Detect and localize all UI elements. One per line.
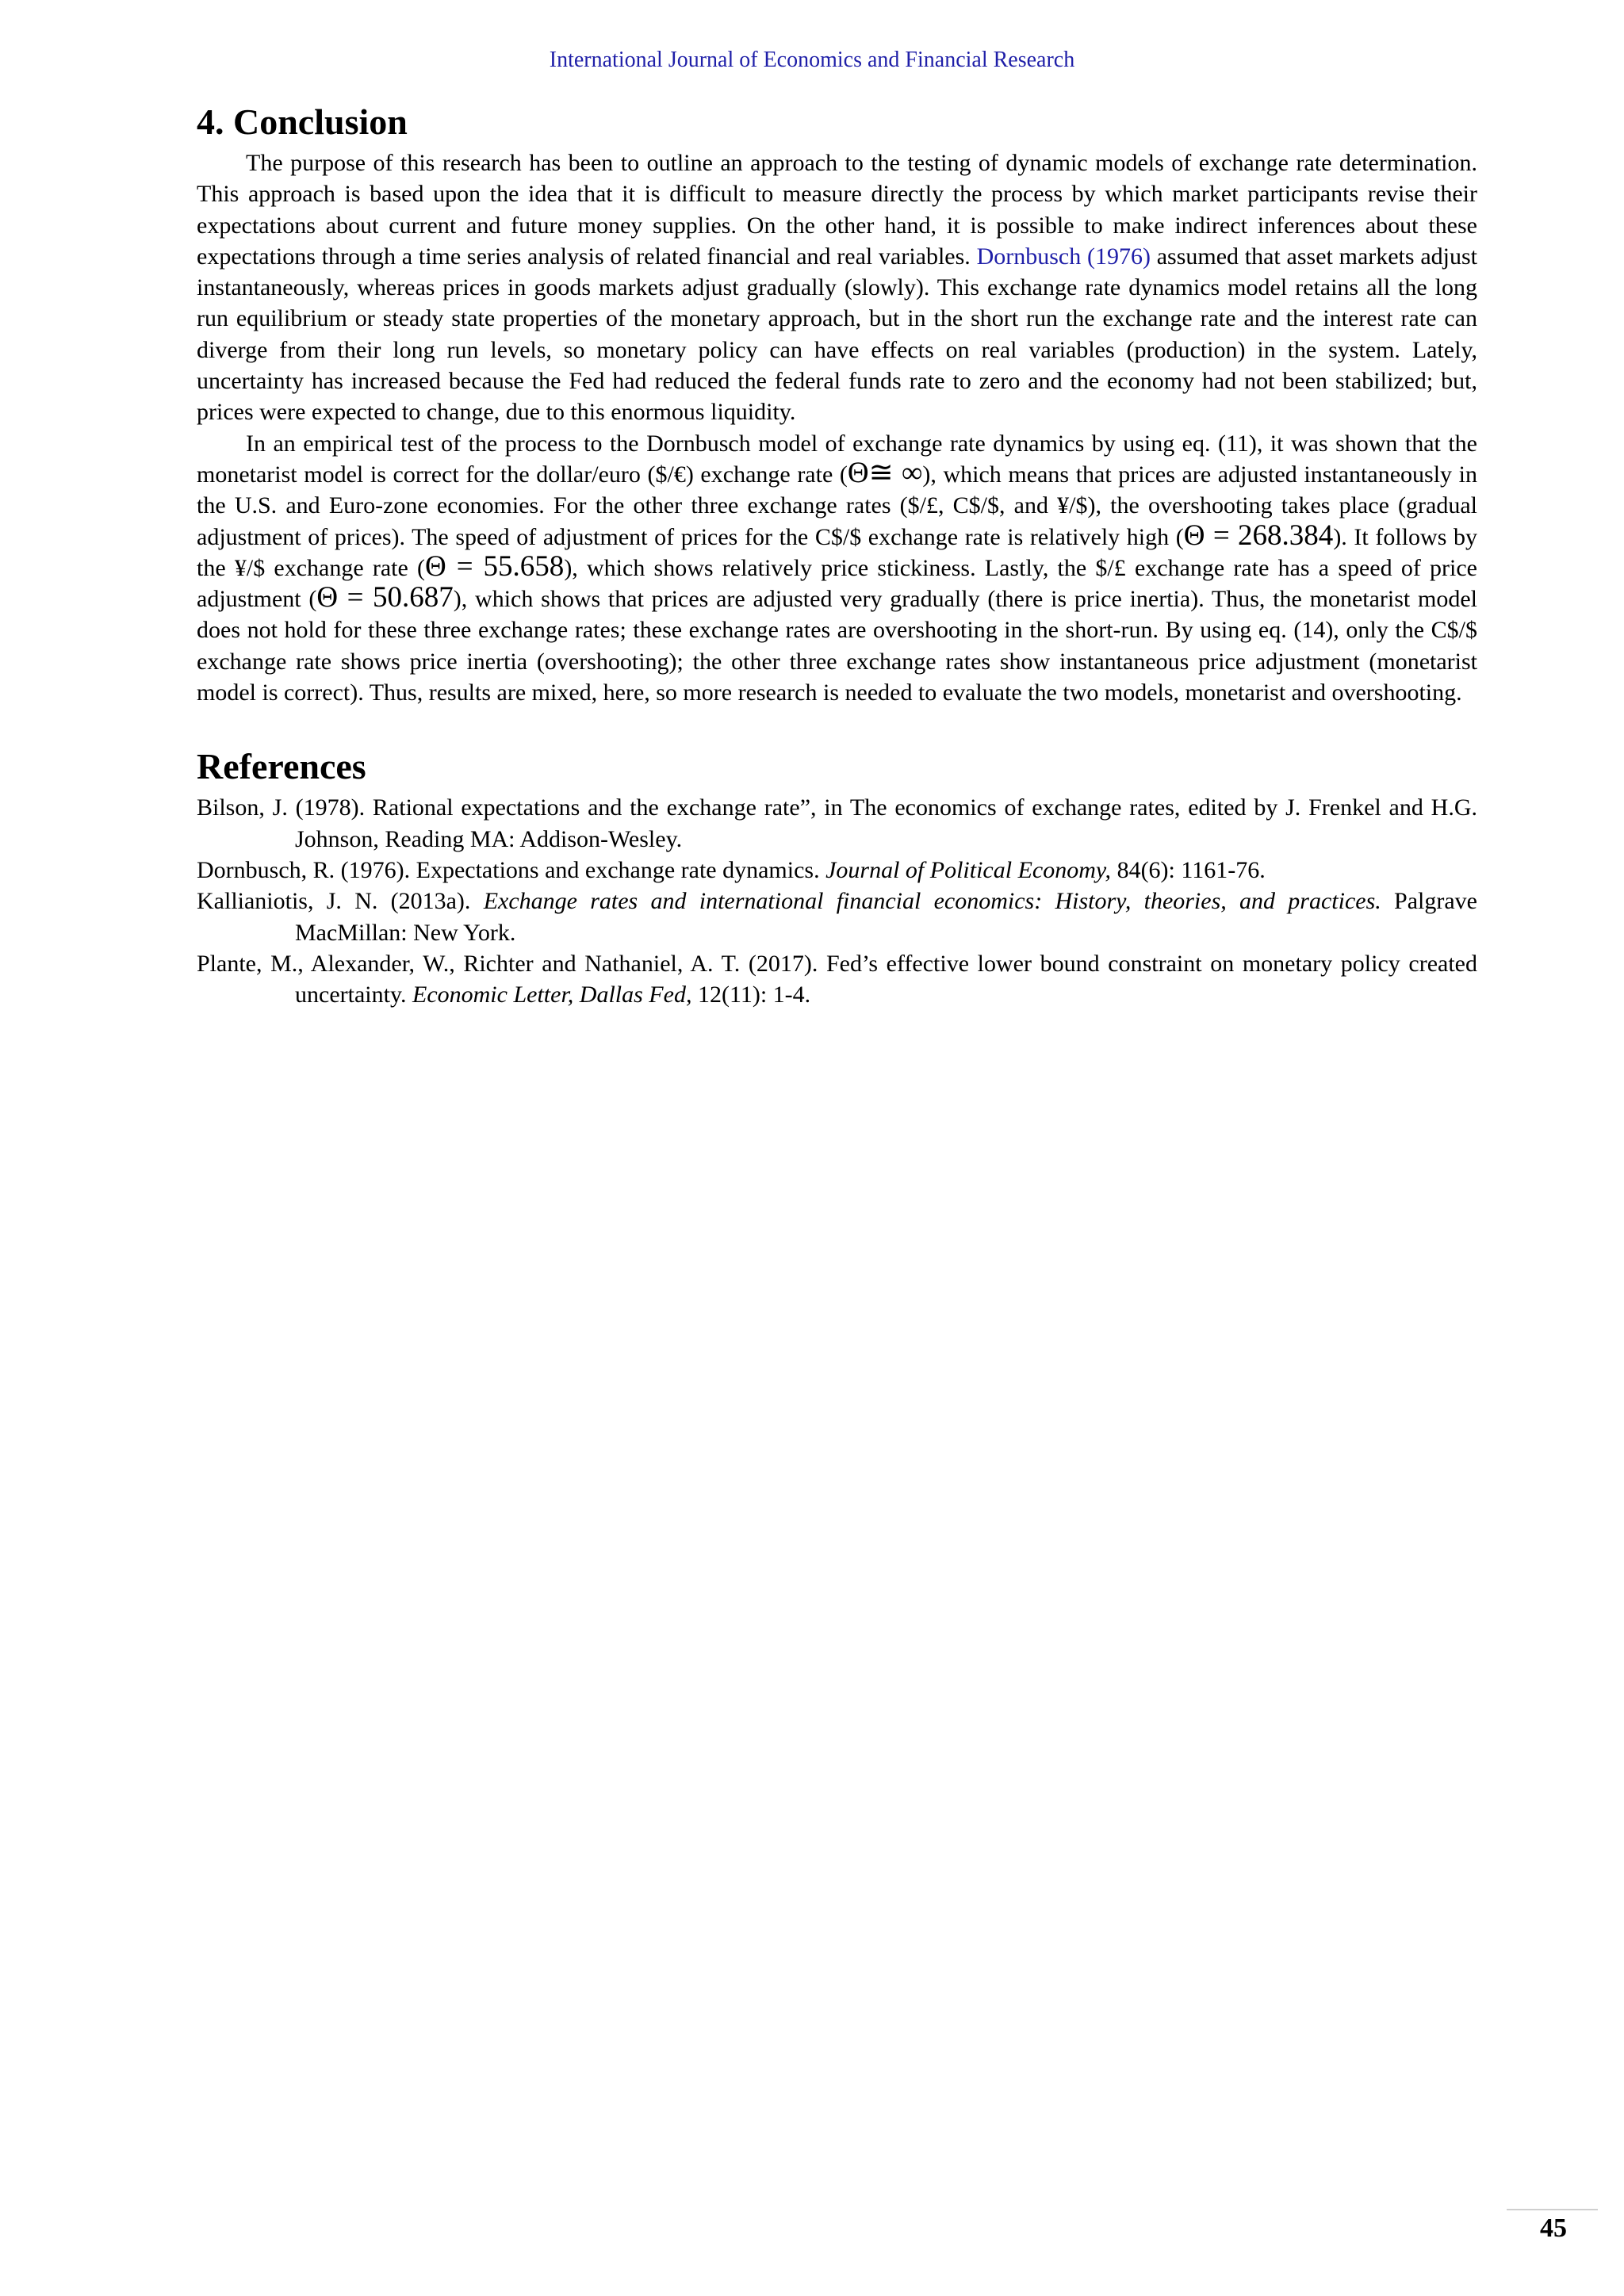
page-content <box>197 97 1477 1010</box>
ref-plante-text: Plante, M., Alexander, W., Richter and Nathaniel, A. T. (2017). Fed’s effective lower bound constraint on monetary policy created uncertainty. <box>197 950 1477 1008</box>
theta-yen-formula: Θ = 55.658 <box>425 549 565 583</box>
ref-dornbusch-journal: Journal of Political Economy, <box>825 856 1112 883</box>
page-number: 45 <box>1540 2214 1567 2243</box>
conclusion-heading: 4. Conclusion <box>197 101 408 142</box>
reference-plante <box>197 948 1477 1011</box>
ref-bilson-text: Bilson, J. (1978). Rational expectations and the exchange rate”, in The economics of exchange rates, edited by J. Frenkel and H.G. Johnson, Reading MA: Addison-Wesley. <box>197 794 1477 852</box>
reference-kallianiotis <box>197 886 1477 948</box>
p2-text-e: ), which shows that prices are adjusted very gradually (there is price inertia). Thus, the monetarist model does not hold for these three exchange rates; these exchange rates are overshooting in the short-run. By using eq. (14), only the C$/$ exchange rate shows price inertia (overshooting); the other three exchange rates show instantaneous price adjustment (monetarist model is correct). Thus, results are mixed, here, so more research is needed to evaluate the two models, monetarist and overshooting. <box>197 586 1478 706</box>
p1-text-a: The purpose of this research has been to outline an approach to the testing of dynamic models of exchange rate determination. This approach is based upon the idea that it is difficult to measure directly the process by which market participants revise their expectations about current and future money supplies. On the other hand, it is possible to make indirect inferences about these expectations through a time series analysis of related financial and real variables. <box>197 150 1477 270</box>
reference-dornbusch <box>197 855 1477 886</box>
ref-kallianiotis-title: Exchange rates and international financial economics: History, theories, and practices. <box>483 888 1381 915</box>
ref-kallianiotis-text: Kallianiotis, J. N. (2013a). <box>197 888 484 915</box>
journal-header: International Journal of Economics and Financial Research <box>549 48 1075 72</box>
references-heading: References <box>197 746 366 787</box>
p2-text-a: In an empirical test of the process to the Dornbusch model of exchange rate dynamics by using eq. (11), it was shown that the monetarist model is correct for the dollar/euro ($/€) exchange rate ( <box>197 430 1477 488</box>
p2-text-b: ), which means that prices are adjusted instantaneously in the U.S. and Euro-zone economies. For the other three exchange rates ($/£, C$/$, and ¥/$), the overshooting takes place (gradual adjustment of prices). The speed of adjustment of prices for the C$/$ exchange rate is relatively high ( <box>197 461 1477 550</box>
conclusion-paragraph-2 <box>197 428 1477 709</box>
conclusion-paragraph-1 <box>197 147 1477 428</box>
ref-plante-journal: Economic Letter, Dallas Fed, <box>412 982 692 1008</box>
footer-divider <box>1507 2209 1598 2210</box>
p1-text-b: assumed that asset markets adjust instantaneously, whereas prices in goods markets adjust gradually (slowly). This exchange rate dynamics model retains all the long run equilibrium or steady state properties of the monetary approach, but in the short run the exchange rate and the interest rate can diverge from their long run levels, so monetary policy can have effects on real variables (production) in the system. Lately, uncertainty has increased because the Fed had reduced the federal funds rate to zero and the economy had not been stabilized; but, prices were expected to change, due to this enormous liquidity. <box>197 243 1477 426</box>
reference-bilson <box>197 792 1477 855</box>
dornbusch-citation-link[interactable]: Dornbusch (1976) <box>976 243 1151 270</box>
theta-cad-formula: Θ = 268.384 <box>1183 519 1334 552</box>
ref-plante-volume: 12(11): 1-4. <box>691 982 811 1008</box>
theta-pound-formula: Θ = 50.687 <box>316 581 454 614</box>
ref-dornbusch-volume: 84(6): 1161-76. <box>1111 856 1266 883</box>
p2-text-d: ), which shows relatively price stickiness. Lastly, the $/£ exchange rate has a speed of price adjustment ( <box>197 554 1477 613</box>
ref-dornbusch-text: Dornbusch, R. (1976). Expectations and exchange rate dynamics. <box>197 856 826 883</box>
ref-kallianiotis-publisher: Palgrave MacMillan: New York. <box>295 888 1477 946</box>
theta-infinity-formula: Θ≅ ∞ <box>847 456 923 489</box>
p2-text-c: ). It follows by the ¥/$ exchange rate ( <box>197 523 1477 581</box>
